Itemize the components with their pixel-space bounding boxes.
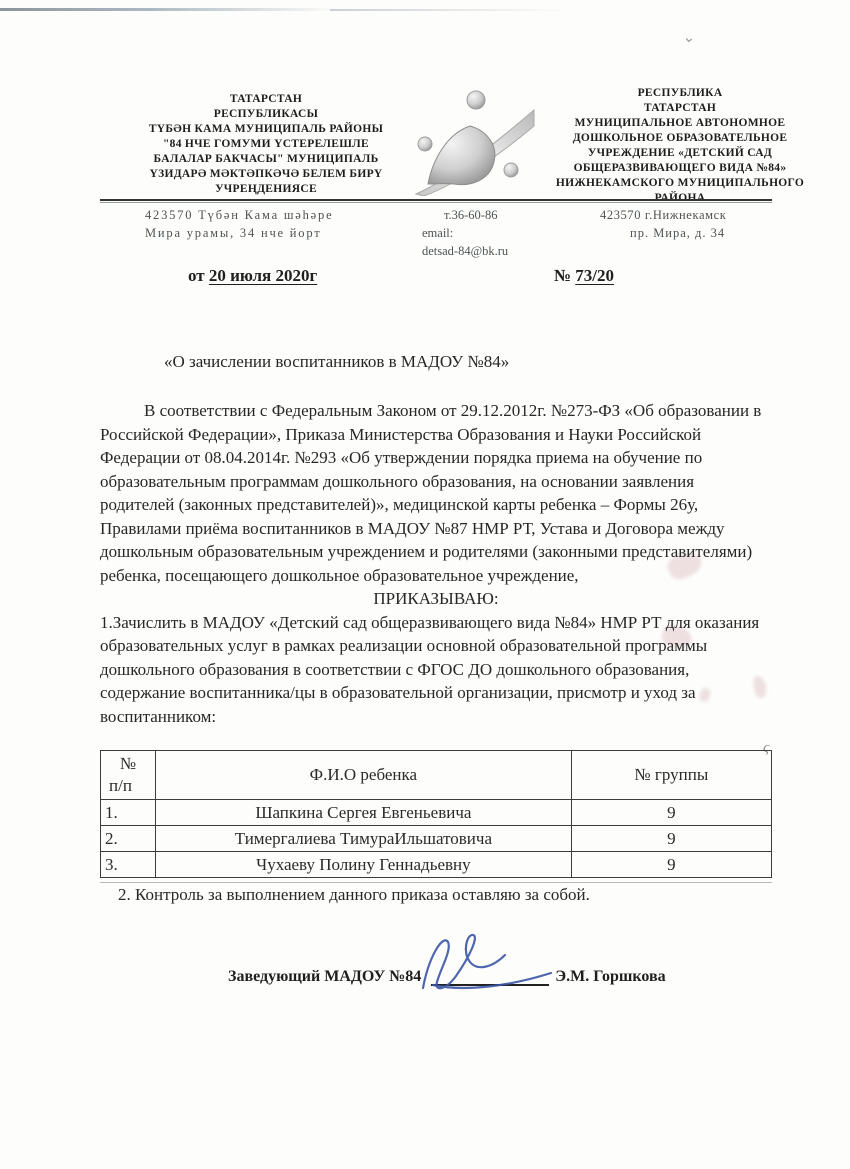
- handwritten-signature: [415, 928, 565, 998]
- address-line: 423570 г.Нижнекамск: [600, 208, 727, 222]
- table-header-name: Ф.И.О ребенка: [156, 751, 572, 800]
- signatory-name: Э.М. Горшкова: [555, 967, 666, 985]
- order-number: [554, 266, 614, 286]
- contact-block: [100, 206, 772, 260]
- resolution-word: ПРИКАЗЫВАЮ:: [373, 589, 499, 608]
- order-date: [188, 266, 317, 286]
- org-line: МУНИЦИПАЛЬНОЕ АВТОНОМНОЕ: [574, 117, 786, 129]
- org-name-tatar: [97, 92, 435, 197]
- org-line: НИЖНЕКАМСКОГО МУНИЦИПАЛЬНОГО: [555, 177, 805, 189]
- org-line: ТҮБӘН КАМА МУНИЦИПАЛЬ РАЙОНЫ: [148, 123, 384, 135]
- order-number-value: 73/20: [575, 266, 614, 285]
- order-item-2: 2. Контроль за выполнением данного приказа оставляю за собой.: [118, 885, 590, 904]
- order-number-prefix: №: [553, 266, 572, 285]
- table-row: [101, 826, 772, 852]
- letterhead-divider: [100, 199, 772, 203]
- org-line: РЕСПУБЛИКА: [637, 87, 723, 99]
- address-russian: [600, 206, 772, 260]
- org-line: ҮЗИДАРӘ МӘКТӘПКӘЧӘ БЕЛЕМ БИРҮ: [149, 168, 383, 180]
- order-date-value: 20 июля 2020г: [208, 266, 318, 285]
- group-number: 9: [571, 826, 771, 852]
- phone-email-block: [422, 206, 600, 260]
- org-line: ТАТАРСТАН: [643, 102, 717, 114]
- order-meta: [100, 266, 772, 286]
- table-header-num-line1: №: [119, 754, 137, 773]
- signatory-title: Заведующий МАДОУ №84: [228, 967, 422, 985]
- table-header-num-line2: п/п: [109, 776, 132, 795]
- order-date-prefix: от: [188, 266, 205, 285]
- email-address: detsad-84@bk.ru: [422, 244, 509, 258]
- intro-paragraph: В соответствии с Федеральным Законом от 29.12.2012г. №273-ФЗ «Об образовании в Российской Федерации», Приказа Министерства Образования и Науки Российской Федерации от 08.04.2014г. №293 «Об утверждении порядка приема на обучение по образовательным программам дошкольного образования, на основании заявления родителей (законных представителей)», медицинской карты ребенка – Формы 26у, Правилами приёма воспитанников в МАДОУ №87 НМР РТ, Устава и Договора между дошкольным образовательным учреждением и родителями (законными представителями) ребенка, посещающего дошкольное образовательное учреждение,: [100, 401, 762, 585]
- signature-block: [100, 965, 772, 989]
- order-title: «О зачислении воспитанников в МАДОУ №84»: [164, 352, 510, 371]
- address-line: 423570 Түбән Кама шәһәре: [145, 208, 334, 222]
- org-line: УЧРЕҢДЕНИЯСЕ: [215, 183, 317, 195]
- order-body: [100, 399, 772, 988]
- org-line: БАЛАЛАР БАКЧАСЫ" МУНИЦИПАЛЬ: [153, 153, 379, 165]
- org-line: "84 НЧЕ ГОМУМИ ҮСТЕРЕЛЕШЛЕ: [162, 138, 370, 150]
- row-number: 3.: [101, 852, 156, 878]
- child-name: Шапкина Сергея Евгеньевича: [156, 800, 572, 826]
- row-number: 2.: [101, 826, 156, 852]
- org-line: УЧРЕЖДЕНИЕ «ДЕТСКИЙ САД: [587, 147, 773, 159]
- scan-edge-artifact: [0, 8, 340, 11]
- table-row: [101, 852, 772, 878]
- scan-edge-artifact: [330, 9, 570, 11]
- org-line: ДОШКОЛЬНОЕ ОБРАЗОВАТЕЛЬНОЕ: [572, 132, 788, 144]
- row-number: 1.: [101, 800, 156, 826]
- scan-speck-artifact: ⌄: [681, 29, 697, 47]
- enrollment-table: [100, 750, 772, 878]
- child-name: Чухаеву Полину Геннадьевну: [156, 852, 572, 878]
- org-line: ТАТАРСТАН: [229, 93, 303, 105]
- org-line: РЕСПУБЛИКАСЫ: [213, 108, 319, 120]
- org-line: РАЙОНА: [654, 192, 706, 204]
- table-header-group: № группы: [571, 751, 771, 800]
- signature-line: [431, 980, 549, 986]
- child-name: Тимергалиева ТимураИльшатовича: [156, 826, 572, 852]
- group-number: 9: [571, 800, 771, 826]
- order-item-1: 1.Зачислить в МАДОУ «Детский сад общеразвивающего вида №84» НМР РТ для оказания образовательных услуг в рамках реализации основной образовательной программы дошкольного образования в соответствии с ФГОС ДО дошкольного образования, содержание воспитанника/цы в образовательной организации, присмотр и уход за воспитанником:: [100, 612, 760, 726]
- group-number: 9: [571, 852, 771, 878]
- table-row: [101, 800, 772, 826]
- table-header-row: [101, 751, 772, 800]
- scan-speck-artifact: ϛ: [761, 739, 771, 757]
- address-line: Мира урамы, 34 нче йорт: [145, 226, 322, 240]
- email-label: email:: [422, 226, 454, 240]
- phone-number: т.36-60-86: [444, 208, 498, 222]
- org-name-russian: [510, 86, 850, 206]
- address-tatar: [100, 206, 422, 260]
- address-line: пр. Мира, д. 34: [630, 226, 726, 240]
- org-line: ОБЩЕРАЗВИВАЮЩЕГО ВИДА №84»: [573, 162, 787, 174]
- table-header-num: [101, 751, 156, 800]
